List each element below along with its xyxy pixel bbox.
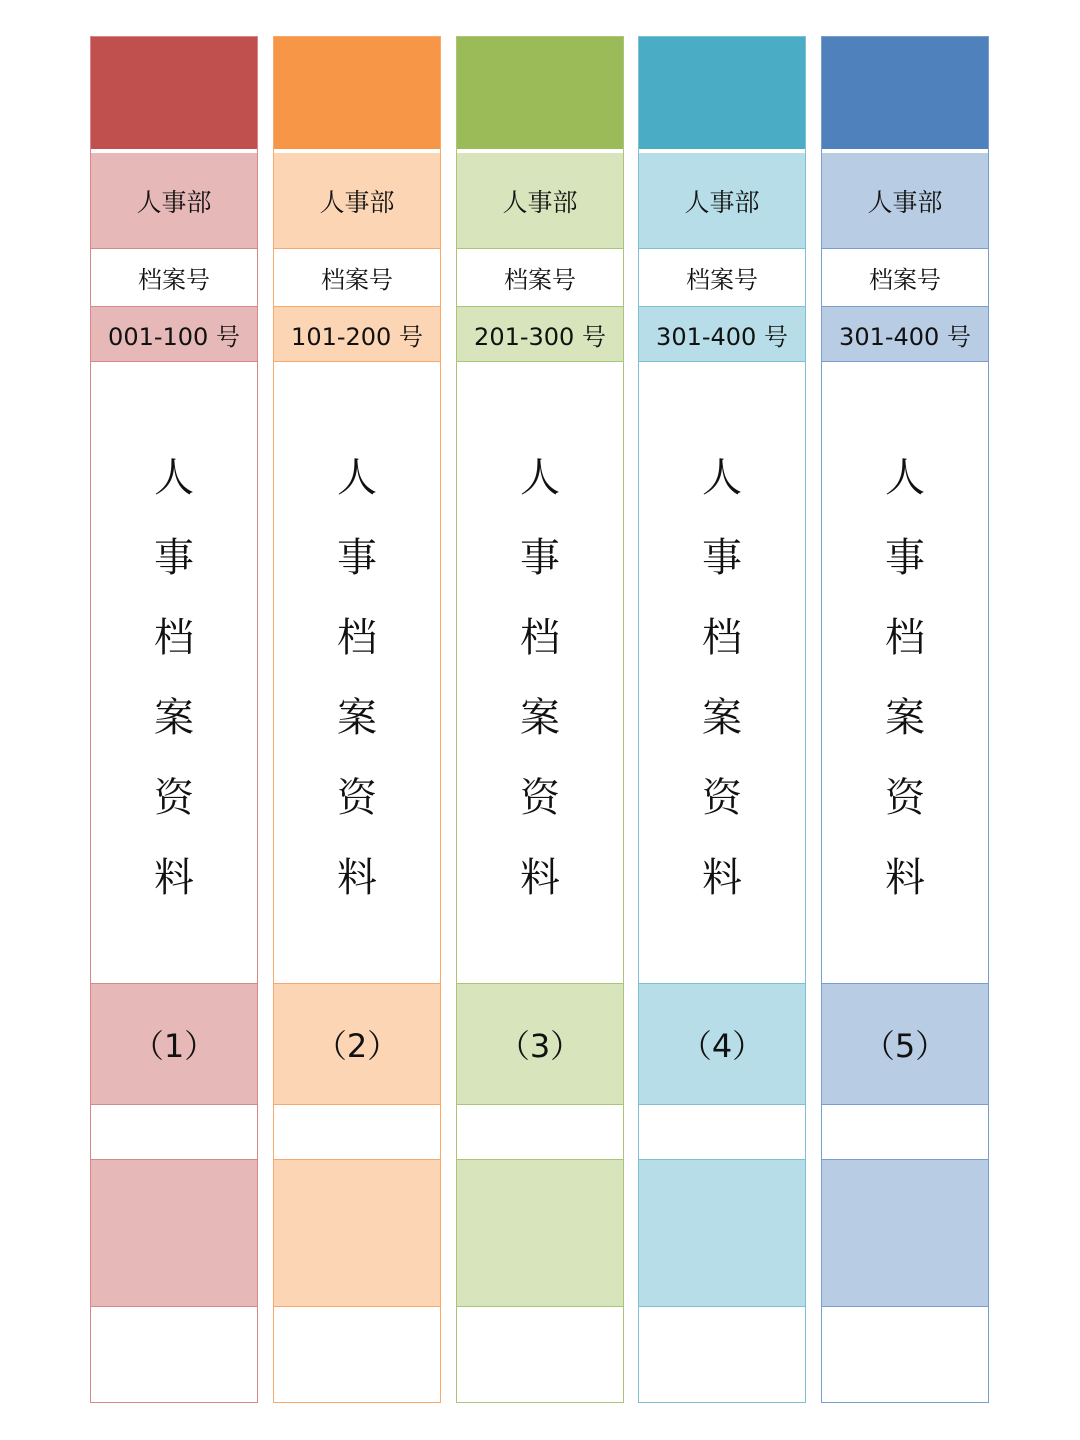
file-spine-3 (456, 36, 624, 1403)
title-char: 料 (885, 854, 925, 901)
title-char: 料 (520, 854, 560, 901)
spine-title (274, 362, 440, 984)
blank-row (639, 1105, 805, 1160)
title-char: 档 (520, 614, 560, 661)
archive-number-label: 档案号 (639, 249, 805, 307)
color-header (639, 37, 805, 149)
color-block (457, 1160, 623, 1307)
title-char: 料 (154, 854, 194, 901)
color-block (274, 1160, 440, 1307)
title-char: 资 (520, 774, 560, 821)
title-char: 资 (154, 774, 194, 821)
title-char: 案 (520, 694, 560, 741)
title-char: 事 (702, 534, 742, 581)
color-header (457, 37, 623, 149)
department-label: 人事部 (91, 153, 257, 249)
title-char: 案 (337, 694, 377, 741)
blank-footer (91, 1307, 257, 1402)
title-char: 事 (337, 534, 377, 581)
title-char: 事 (154, 534, 194, 581)
title-char: 案 (885, 694, 925, 741)
title-char: 人 (702, 454, 742, 501)
archive-range: 101-200 号 (274, 307, 440, 362)
archive-range: 201-300 号 (457, 307, 623, 362)
title-char: 案 (702, 694, 742, 741)
color-block (639, 1160, 805, 1307)
volume-number: （4） (639, 984, 805, 1105)
blank-row (274, 1105, 440, 1160)
archive-number-label: 档案号 (274, 249, 440, 307)
title-char: 料 (702, 854, 742, 901)
title-char: 资 (337, 774, 377, 821)
spine-title (822, 362, 988, 984)
department-label: 人事部 (274, 153, 440, 249)
file-spine-5 (821, 36, 989, 1403)
volume-number: （3） (457, 984, 623, 1105)
archive-range: 001-100 号 (91, 307, 257, 362)
title-char: 人 (520, 454, 560, 501)
color-header (822, 37, 988, 149)
title-char: 档 (885, 614, 925, 661)
spine-title (91, 362, 257, 984)
spine-title (457, 362, 623, 984)
title-char: 案 (154, 694, 194, 741)
blank-footer (274, 1307, 440, 1402)
archive-range: 301-400 号 (639, 307, 805, 362)
title-char: 事 (885, 534, 925, 581)
volume-number: （1） (91, 984, 257, 1105)
department-label: 人事部 (639, 153, 805, 249)
color-header (274, 37, 440, 149)
blank-footer (457, 1307, 623, 1402)
archive-number-label: 档案号 (457, 249, 623, 307)
blank-footer (822, 1307, 988, 1402)
volume-number: （5） (822, 984, 988, 1105)
title-char: 档 (337, 614, 377, 661)
color-header (91, 37, 257, 149)
title-char: 事 (520, 534, 560, 581)
blank-footer (639, 1307, 805, 1402)
archive-number-label: 档案号 (91, 249, 257, 307)
title-char: 档 (154, 614, 194, 661)
file-spine-1 (90, 36, 258, 1403)
file-spine-4 (638, 36, 806, 1403)
title-char: 资 (885, 774, 925, 821)
department-label: 人事部 (822, 153, 988, 249)
spine-title (639, 362, 805, 984)
file-spine-2 (273, 36, 441, 1403)
blank-row (457, 1105, 623, 1160)
archive-number-label: 档案号 (822, 249, 988, 307)
color-block (91, 1160, 257, 1307)
title-char: 人 (154, 454, 194, 501)
volume-number: （2） (274, 984, 440, 1105)
title-char: 人 (337, 454, 377, 501)
title-char: 料 (337, 854, 377, 901)
title-char: 档 (702, 614, 742, 661)
color-block (822, 1160, 988, 1307)
blank-row (822, 1105, 988, 1160)
archive-range: 301-400 号 (822, 307, 988, 362)
title-char: 人 (885, 454, 925, 501)
department-label: 人事部 (457, 153, 623, 249)
title-char: 资 (702, 774, 742, 821)
blank-row (91, 1105, 257, 1160)
